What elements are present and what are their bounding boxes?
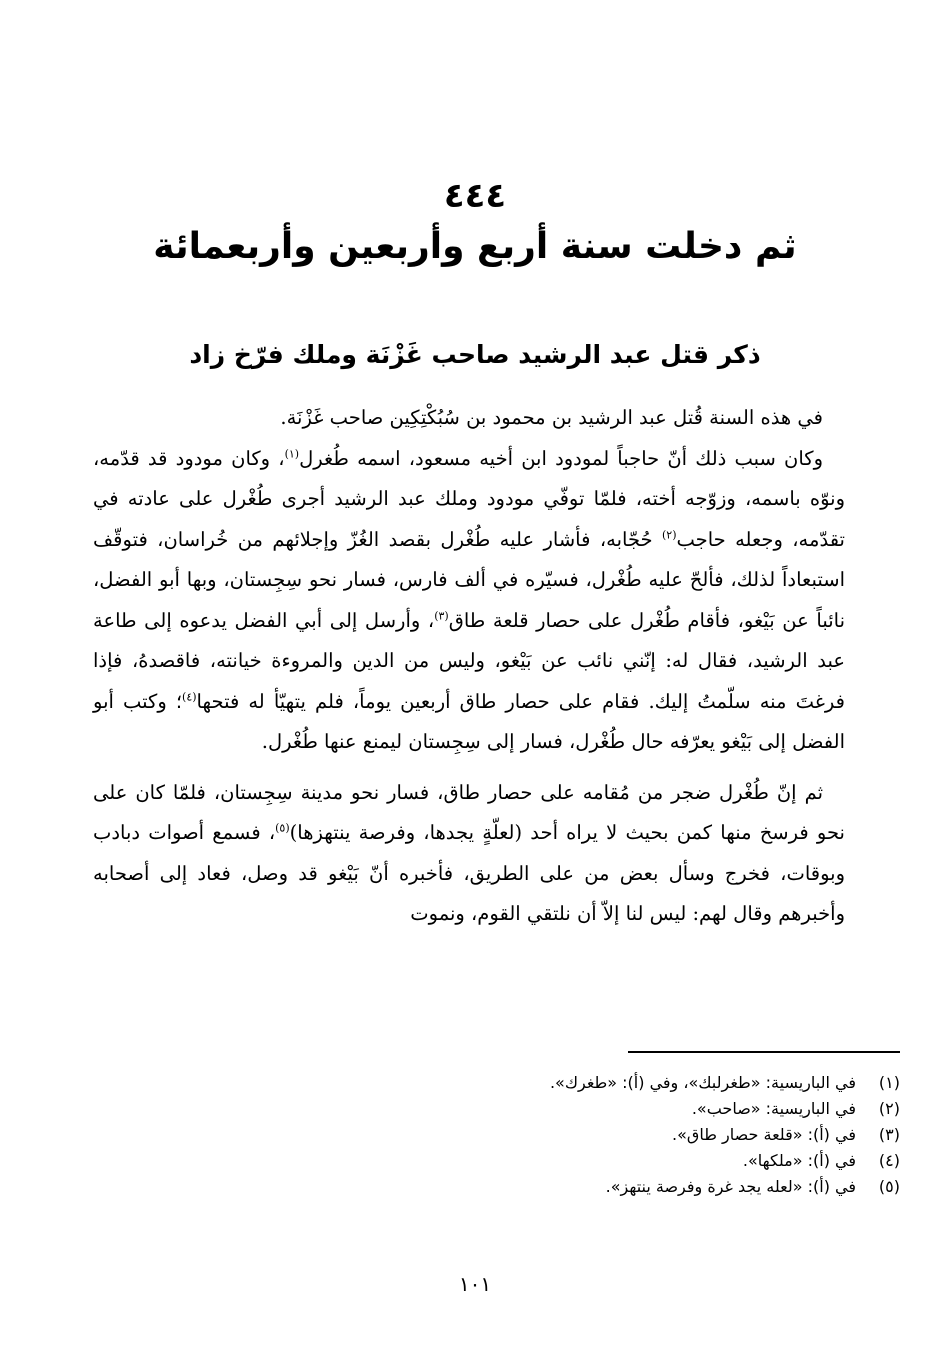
paragraph-2-part-b: ، وكان مودود قد قدّمه، ونوّه باسمه، وزوّجه أخته، فلمّا توفّي مودود وملك عبد الرشيد أجرى طُغْرل على عادته في تقدّمه، وجعله حاجب (93, 446, 845, 551)
footnote-number: (٢) (878, 1099, 900, 1118)
footnotes (300, 1070, 900, 1200)
body-text (93, 398, 845, 935)
paragraph-3-part-a: ثم إنّ طُغْرل ضجر من مُقامه على حصار طاق، فسار نحو مدينة سِجِستان، فلمّا كان على نحو فرسخ منها كمن بحيث لا يراه أحد (لعلّةٍ يجدها، وفرصة ينتهزها) (93, 780, 845, 844)
footnote-text: في (أ): «لعله يجد غرة وفرصة ينتهز». (605, 1177, 856, 1196)
paragraph-2-part-a: وكان سبب ذلك أنّ حاجباً لمودود ابن أخيه مسعود، اسمه طُغرل (299, 446, 823, 470)
year-number: ٤٤٤ (443, 176, 507, 216)
footnote-ref-1[interactable]: (١) (284, 447, 300, 460)
footnote-5 (300, 1174, 900, 1200)
footnote-number: (٥) (878, 1177, 900, 1196)
footnote-divider (628, 1051, 900, 1053)
year-title: ثم دخلت سنة أربع وأربعين وأربعمائة (153, 226, 797, 267)
footnote-number: (٣) (878, 1125, 900, 1144)
footnote-number: (٤) (878, 1151, 900, 1170)
footnote-number: (١) (878, 1073, 900, 1092)
footnote-text: في الباريسية: «صاحب». (691, 1099, 856, 1118)
footnote-ref-4[interactable]: (٤) (182, 690, 197, 703)
paragraph-2 (93, 439, 845, 763)
footnote-ref-2[interactable]: (٢) (661, 528, 677, 541)
paragraph-1: في هذه السنة قُتل عبد الرشيد بن محمود بن سُبُكْتِكِين صاحب غَزْنَة. (280, 406, 823, 429)
paragraph-2-part-d: ، وأرسل إلى أبي الفضل يدعوه إلى طاعة عبد الرشيد، فقال له: إنّني نائب عن بَيْغو، وليس من الدين والمروءة خيانته، فاقصدهُ، فإذا فرغتَ منه سلّمتُ إليك. فقام على حصار طاق أربعين يوماً، فلم يتهيّأ له فتحها (93, 608, 846, 713)
footnote-text: في (أ): «قلعة حصار طاق». (672, 1125, 856, 1144)
footnote-text: في الباريسية: «طغرلبك»، وفي (أ): «طغرك». (549, 1073, 856, 1092)
paragraph-2-part-e: ؛ وكتب أبو الفضل إلى بَيْغو يعرّفه حال طُغْرل، فسار إلى سِجِستان ليمنع عنها طُغْرل. (93, 689, 845, 753)
footnote-2 (300, 1096, 900, 1122)
section-heading: ذكر قتل عبد الرشيد صاحب غَزْنَة وملك فرّخ زاد (189, 340, 761, 369)
paragraph-3-part-b: ، فسمع أصوات دبادب وبوقات، فخرج وسأل بعض من على الطريق، فأخبره أنّ بَيْغو قد وصل، فعاد إلى أصحابه وأخبرهم وقال لهم: ليس لنا إلاّ أن نلتقي القوم، ونموت (93, 821, 845, 925)
footnote-text: في (أ): «ملكها». (742, 1151, 856, 1170)
footnote-3 (300, 1122, 900, 1148)
page-number: ١٠١ (458, 1272, 492, 1296)
footnote-1 (300, 1070, 900, 1096)
paragraph-2-part-c: حُجّابه، فأشار عليه طُغْرل بقصد الغُزّ وإجلائهم من خُراسان، فتوقّف استبعاداً لذلك، فألحّ عليه طُغْرل، فسيّره في ألف فارس، فسار نحو سِجِستان، وبها أبو الفضل، نائباً عن بَيْغو، فأقام طُغْرل على حصار قلعة طاق (93, 527, 846, 632)
footnote-ref-3[interactable]: (٣) (434, 609, 449, 622)
footnote-4 (300, 1148, 900, 1174)
paragraph-3 (93, 773, 845, 935)
footnote-ref-5[interactable]: (٥) (275, 821, 290, 835)
